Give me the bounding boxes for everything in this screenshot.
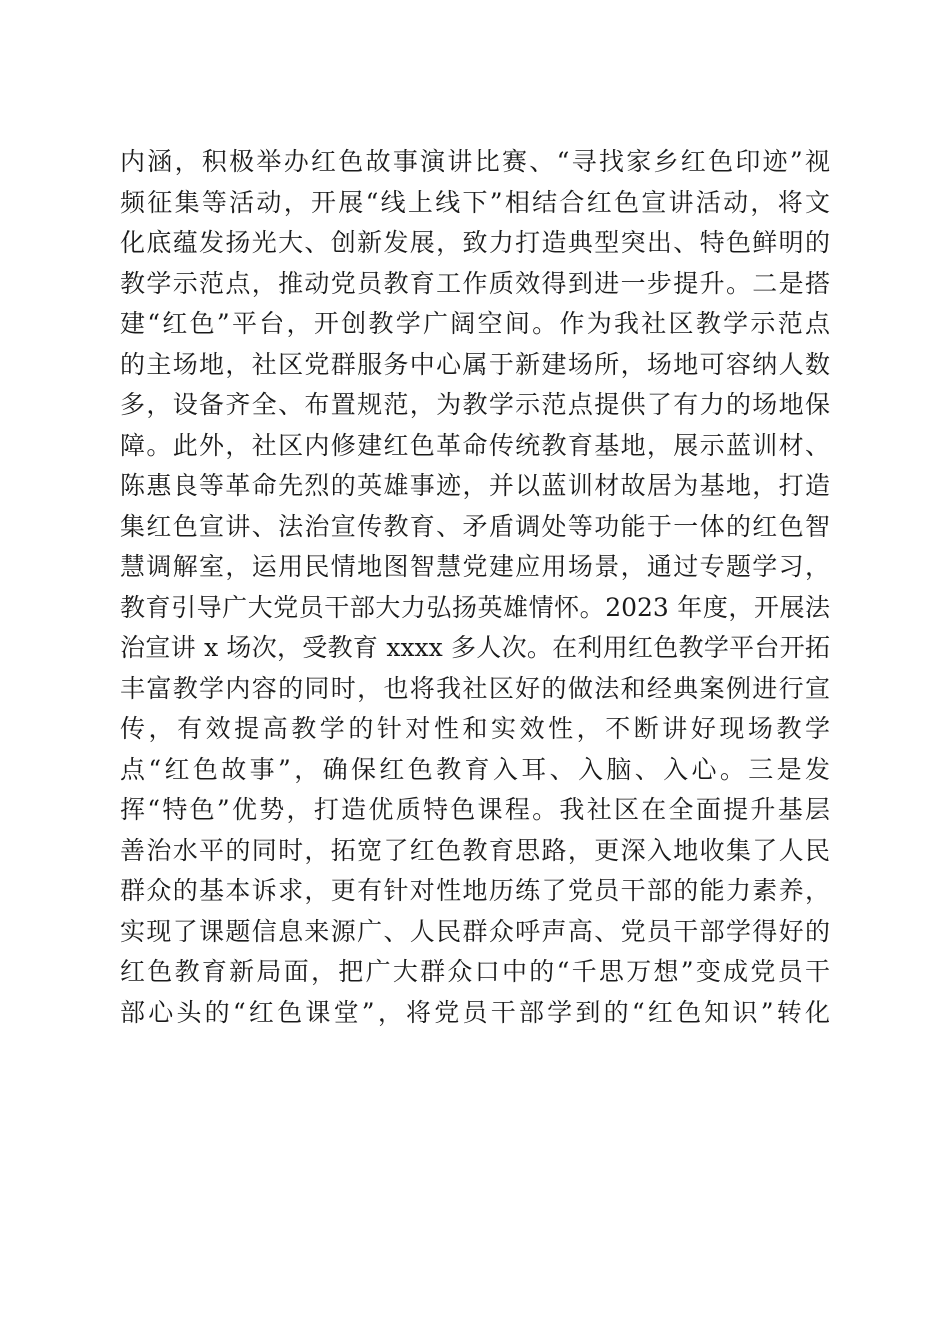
paragraph-line: 频征集等活动，开展“线上线下”相结合红色宣讲活动，将文 [120,187,830,217]
paragraph-line: 多，设备齐全、布置规范，为教学示范点提供了有力的场地保 [120,390,830,419]
paragraph-line: 部心头的“红色课堂”，将党员干部学到的“红色知识”转化 [120,997,830,1027]
paragraph-line: 化底蕴发扬光大、创新发展，致力打造典型突出、特色鲜明的 [120,228,830,257]
paragraph-line: 陈惠良等革命先烈的英雄事迹，并以蓝训材故居为基地，打造 [120,471,830,500]
paragraph-line: 传，有效提高教学的针对性和实效性，不断讲好现场教学 [120,714,830,743]
paragraph-line: 的主场地，社区党群服务中心属于新建场所，场地可容纳人数 [120,349,830,379]
paragraph-line: 慧调解室，运用民情地图智慧党建应用场景，通过专题学习， [120,552,830,581]
paragraph-line: 群众的基本诉求，更有针对性地历练了党员干部的能力素养， [120,876,830,905]
paragraph-line: 红色教育新局面，把广大群众口中的“千思万想”变成党员干 [120,957,830,986]
paragraph-line: 丰富教学内容的同时，也将我社区好的做法和经典案例进行宣 [120,673,830,703]
paragraph-line: 实现了课题信息来源广、人民群众呼声高、党员干部学得好的 [120,916,830,946]
paragraph-line: 善治水平的同时，拓宽了红色教育思路，更深入地收集了人民 [120,835,830,865]
paragraph-line: 点“红色故事”，确保红色教育入耳、入脑、入心。三是发 [120,754,830,784]
paragraph-line: 障。此外，社区内修建红色革命传统教育基地，展示蓝训材、 [120,430,830,460]
paragraph-line: 挥“特色”优势，打造优质特色课程。我社区在全面提升基层 [120,795,830,824]
paragraph-line: 集红色宣讲、法治宣传教育、矛盾调处等功能于一体的红色智 [120,511,830,541]
body-paragraph [120,142,830,1033]
paragraph-line: 内涵，积极举办红色故事演讲比赛、“寻找家乡红色印迹”视 [120,147,830,176]
paragraph-line: 教育引导广大党员干部大力弘扬英雄情怀。2023 年度，开展法 [120,592,830,622]
paragraph-line: 建“红色”平台，开创教学广阔空间。作为我社区教学示范点 [120,309,830,338]
paragraph-line: 教学示范点，推动党员教育工作质效得到进一步提升。二是搭 [120,268,830,298]
paragraph-line: 治宣讲 x 场次，受教育 xxxx 多人次。在利用红色教学平台开拓 [120,633,830,662]
